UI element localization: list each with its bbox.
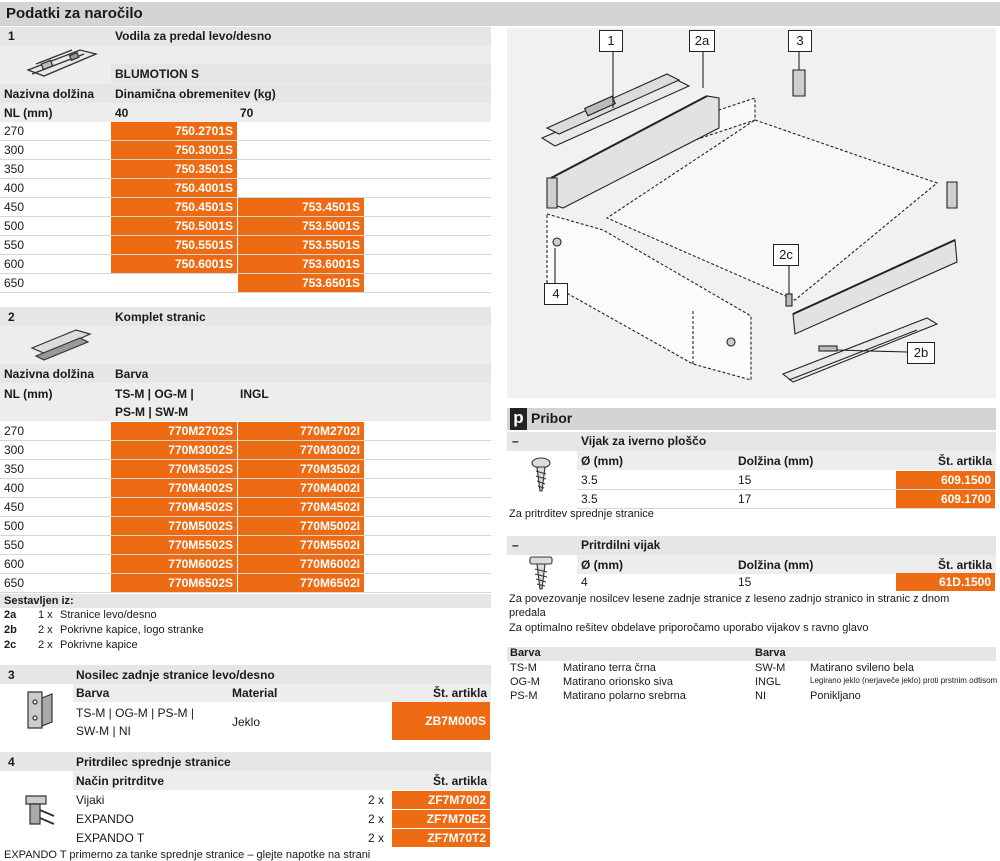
diagram-label-2b: 2b: [907, 342, 935, 364]
color-line1: TS-M | OG-M | PS-M |: [76, 706, 195, 720]
pribor-icon: p: [510, 408, 527, 430]
fixing-article[interactable]: ZF7M7002: [392, 791, 490, 809]
diagram-label-1: 1: [599, 30, 623, 52]
screw2-note-2: Za optimalno rešitev obdelave priporočamo uporabo vijakov s ravno glavo: [509, 622, 869, 634]
legend-header-left: Barva: [510, 647, 541, 659]
page-title: Podatki za naročilo: [0, 2, 1000, 26]
color-name: Matirano svileno bela: [810, 662, 914, 674]
rear-bracket-icon: [20, 688, 60, 732]
diagram-label-3: 3: [788, 30, 812, 52]
nl-header: Nazivna dolžina: [4, 367, 95, 381]
article-header: Št. artikla: [432, 774, 487, 788]
accessories-title: Pribor: [531, 410, 573, 426]
diagram-label-2c: 2c: [773, 244, 799, 266]
color-line2: SW-M | NI: [76, 724, 131, 738]
screw1-title: Vijak za iverno ploščo: [581, 434, 707, 448]
article-cell-standard[interactable]: 770M5002S: [111, 517, 237, 535]
article-cell-40kg[interactable]: [111, 274, 237, 292]
dash-marker: –: [512, 434, 519, 448]
nl-value: 450: [4, 200, 25, 214]
front-fixing-icon: [18, 790, 62, 830]
drawer-side-icon: [28, 322, 98, 364]
article-ZB7M000S[interactable]: ZB7M000S: [392, 702, 490, 740]
load-col-40: 40: [115, 106, 129, 120]
composed-title: Sestavljen iz:: [4, 595, 74, 607]
composed-text: Pokrivne kapice, logo stranke: [60, 624, 204, 636]
article-cell-standard[interactable]: 770M4002S: [111, 479, 237, 497]
article-cell-70kg[interactable]: [238, 141, 364, 159]
article-cell-standard[interactable]: 770M3502S: [111, 460, 237, 478]
fixing-method: EXPANDO: [76, 812, 134, 826]
color-name: Matirano terra črna: [563, 662, 656, 674]
article-cell-ingl[interactable]: 770M4502I: [238, 498, 364, 516]
runner-icon: [22, 44, 102, 84]
nl-value: 600: [4, 257, 25, 271]
nl-unit: NL (mm): [4, 387, 53, 401]
screw-diameter: 3.5: [581, 492, 598, 506]
article-cell-ingl[interactable]: 770M4002I: [238, 479, 364, 497]
color-code: OG-M: [510, 676, 540, 688]
nl-value: 350: [4, 462, 25, 476]
article-cell-standard[interactable]: 770M6502S: [111, 574, 237, 592]
article-cell-ingl[interactable]: 770M6002I: [238, 555, 364, 573]
color-name: Ponikljano: [810, 690, 861, 702]
screw2-title: Pritrdilni vijak: [581, 538, 661, 552]
article-cell-ingl[interactable]: 770M3002I: [238, 441, 364, 459]
nl-value: 400: [4, 181, 25, 195]
article-cell-40kg[interactable]: 750.5001S: [111, 217, 237, 235]
section-number: 1: [8, 29, 15, 43]
section-number: 4: [8, 755, 15, 769]
article-cell-70kg[interactable]: 753.6001S: [238, 255, 364, 273]
color-col-a-line2: PS-M | SW-M: [115, 405, 189, 419]
diagram-label-2a: 2a: [689, 30, 715, 52]
screw1-note: Za pritrditev sprednje stranice: [509, 508, 654, 520]
nl-value: 500: [4, 219, 25, 233]
section-title: Pritrdilec sprednje stranice: [76, 755, 231, 769]
legend-header-right: Barva: [755, 647, 786, 659]
screw2-note-1b: predala: [509, 607, 546, 619]
material-header: Material: [232, 686, 278, 700]
nl-value: 270: [4, 424, 25, 438]
color-col-a-line1: TS-M | OG-M |: [115, 387, 194, 401]
method-header: Način pritrditve: [76, 774, 165, 788]
article-cell-40kg[interactable]: 750.5501S: [111, 236, 237, 254]
screw-article[interactable]: 609.1500: [896, 471, 995, 489]
load-header: Dinamična obremenitev (kg): [115, 87, 276, 101]
diam-header: Ø (mm): [581, 454, 623, 468]
article-cell-40kg[interactable]: 750.4501S: [111, 198, 237, 216]
composed-qty: 2 x: [38, 624, 53, 636]
screw-diameter: 4: [581, 575, 588, 589]
article-cell-70kg[interactable]: [238, 179, 364, 197]
nl-value: 300: [4, 143, 25, 157]
composed-text: Stranice levo/desno: [60, 609, 157, 621]
row-separator: [0, 592, 491, 593]
screw-length: 15: [738, 575, 752, 589]
screw-article[interactable]: 61D.1500: [896, 573, 995, 591]
nl-value: 600: [4, 557, 25, 571]
article-cell-standard[interactable]: 770M2702S: [111, 422, 237, 440]
assembly-diagram: [507, 28, 996, 398]
load-col-70: 70: [240, 106, 254, 120]
composed-text: Pokrivne kapice: [60, 639, 138, 651]
row-separator: [0, 292, 491, 293]
color-col-b: INGL: [240, 387, 269, 401]
article-cell-70kg[interactable]: 753.4501S: [238, 198, 364, 216]
fixing-article[interactable]: ZF7M70E2: [392, 810, 490, 828]
article-header: Št. artikla: [937, 454, 992, 468]
fixing-qty: 2 x: [368, 793, 385, 807]
composed-id: 2a: [4, 609, 17, 621]
fixing-article[interactable]: ZF7M70T2: [392, 829, 490, 847]
nl-value: 550: [4, 238, 25, 252]
composed-id: 2b: [4, 624, 17, 636]
article-cell-70kg[interactable]: 753.5501S: [238, 236, 364, 254]
screw-article[interactable]: 609.1700: [896, 490, 995, 508]
color-code: NI: [755, 690, 766, 702]
color-code: INGL: [755, 676, 781, 688]
material-value: Jeklo: [232, 715, 261, 729]
dash-marker: –: [512, 538, 519, 552]
section-4-note: EXPANDO T primerno za tanke sprednje stranice – glejte napotke na strani: [4, 849, 371, 861]
article-cell-40kg[interactable]: 750.6001S: [111, 255, 237, 273]
article-cell-ingl[interactable]: 770M5502I: [238, 536, 364, 554]
article-cell-70kg[interactable]: 753.6501S: [238, 274, 364, 292]
article-cell-standard[interactable]: 770M4502S: [111, 498, 237, 516]
nl-header: Nazivna dolžina: [4, 87, 95, 101]
article-cell-ingl[interactable]: 770M6502I: [238, 574, 364, 592]
screw-length: 15: [738, 473, 752, 487]
section-title: Komplet stranic: [115, 310, 206, 324]
section-number: 3: [8, 668, 15, 682]
section-title: Nosilec zadnje stranice levo/desno: [76, 668, 275, 682]
article-header: Št. artikla: [432, 686, 487, 700]
article-header: Št. artikla: [937, 558, 992, 572]
fixing-method: Vijaki: [76, 793, 105, 807]
article-cell-40kg[interactable]: 750.4001S: [111, 179, 237, 197]
nl-value: 400: [4, 481, 25, 495]
diam-header: Ø (mm): [581, 558, 623, 572]
color-code: SW-M: [755, 662, 786, 674]
color-name: Legirano jeklo (nerjaveče jeklo) proti prstnim odtisom: [810, 676, 998, 685]
composed-qty: 1 x: [38, 609, 53, 621]
color-header: Barva: [76, 686, 110, 700]
article-cell-70kg[interactable]: [238, 160, 364, 178]
article-cell-ingl[interactable]: 770M2702I: [238, 422, 364, 440]
nl-value: 650: [4, 576, 25, 590]
fixing-qty: 2 x: [368, 812, 385, 826]
fixing-method: EXPANDO T: [76, 831, 145, 845]
screw-diameter: 3.5: [581, 473, 598, 487]
article-cell-70kg[interactable]: 753.5001S: [238, 217, 364, 235]
color-name: Matirano polarno srebrna: [563, 690, 686, 702]
mounting-screw-icon: [526, 553, 556, 593]
nl-value: 450: [4, 500, 25, 514]
color-name: Matirano orionsko siva: [563, 676, 674, 688]
nl-value: 350: [4, 162, 25, 176]
composed-qty: 2 x: [38, 639, 53, 651]
article-cell-40kg[interactable]: 750.3001S: [111, 141, 237, 159]
composed-id: 2c: [4, 639, 17, 651]
section-title: Vodila za predal levo/desno: [115, 29, 272, 43]
section-number: 2: [8, 310, 15, 324]
nl-value: 270: [4, 124, 25, 138]
chipboard-screw-icon: [528, 455, 554, 495]
article-cell-ingl[interactable]: 770M3502I: [238, 460, 364, 478]
diagram-label-4: 4: [544, 283, 568, 305]
length-header: Dolžina (mm): [738, 558, 814, 572]
article-cell-70kg[interactable]: [238, 122, 364, 140]
article-cell-40kg[interactable]: 750.2701S: [111, 122, 237, 140]
article-cell-standard[interactable]: 770M6002S: [111, 555, 237, 573]
article-cell-40kg[interactable]: 750.3501S: [111, 160, 237, 178]
nl-value: 500: [4, 519, 25, 533]
product-name: BLUMOTION S: [115, 67, 199, 81]
fixing-qty: 2 x: [368, 831, 385, 845]
nl-value: 650: [4, 276, 25, 290]
color-code: TS-M: [510, 662, 537, 674]
article-cell-standard[interactable]: 770M5502S: [111, 536, 237, 554]
nl-value: 550: [4, 538, 25, 552]
screw-length: 17: [738, 492, 752, 506]
nl-value: 300: [4, 443, 25, 457]
color-code: PS-M: [510, 690, 538, 702]
screw2-note-1a: Za povezovanje nosilcev lesene zadnje stranice z leseno zadnjo stranico in stranic z dnom: [509, 593, 950, 605]
nl-unit: NL (mm): [4, 106, 53, 120]
article-cell-standard[interactable]: 770M3002S: [111, 441, 237, 459]
color-header: Barva: [115, 367, 149, 381]
article-cell-ingl[interactable]: 770M5002I: [238, 517, 364, 535]
length-header: Dolžina (mm): [738, 454, 814, 468]
